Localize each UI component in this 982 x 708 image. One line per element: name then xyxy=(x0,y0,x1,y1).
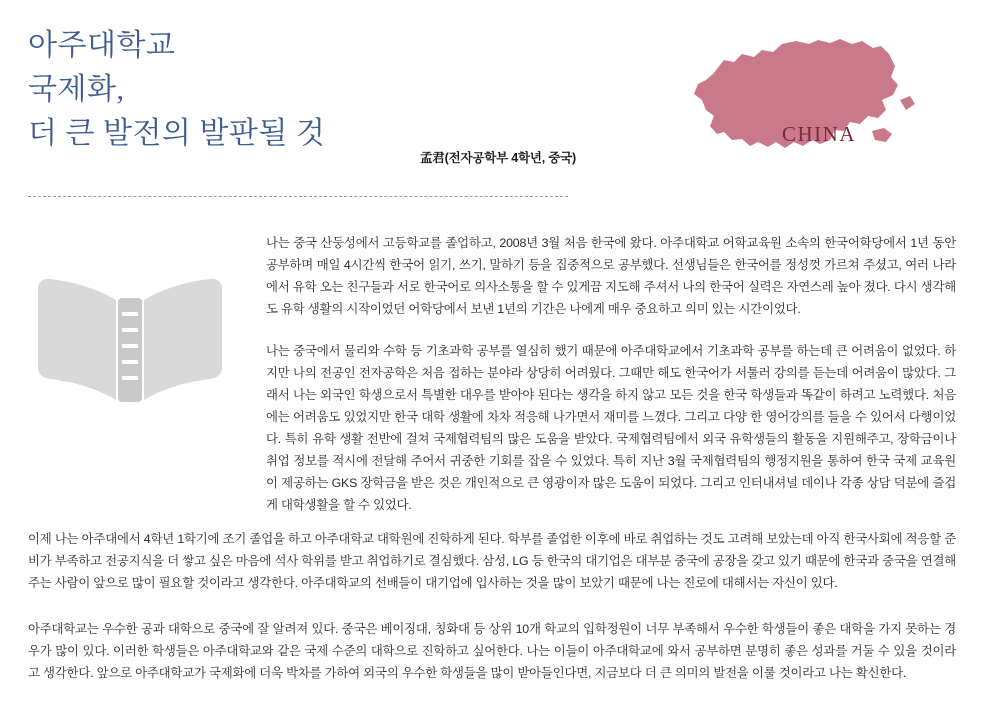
paragraph-3: 이제 나는 아주대에서 4학년 1학기에 조기 졸업을 하고 아주대학교 대학원에 진학하게 된다. 학부를 졸업한 이후에 바로 취업하는 것도 고려해 보았는데 아직 한국사회에 적응할 준비가 부족하고 전공지식을 더 쌓고 싶은 마음에 석사 학위를 받고 취업하기로 결심했다. 삼성, LG 등 한국의 대기업은 대부분 중국에 공장을 갖고 있기 때문에 한국과 중국을 연결해주는 사람이 앞으로 많이 필요할 것이라고 생각한다. 아주대학교의 선배들이 대기업에 입사하는 것을 많이 보았기 때문에 나는 진로에 대해서는 자신이 있다. xyxy=(28,532,956,590)
article-body-column xyxy=(266,232,956,536)
title-line-3: 더 큰 발전의 발판될 것 xyxy=(28,117,326,150)
article-body-full-2 xyxy=(28,618,956,704)
paragraph-2: 나는 중국에서 물리와 수학 등 기초과학 공부를 열심히 했기 때문에 아주대학교에서 기초과학 공부를 하는데 큰 어려움이 없었다. 하지만 나의 전공인 전자공학은 처음 접하는 분야라 상당히 어려웠다. 그때만 해도 한국어가 서툴러 강의를 듣는데 어려움이 많았다. 그래서 나는 외국인 학생으로서 특별한 대우를 받아야 된다는 생각을 하지 않고 모든 것을 한국 학생들과 똑같이 하려고 노력했다. 처음에는 어려움도 있었지만 한국 대학 생활에 차차 적응해 나가면서 재미를 느꼈다. 그리고 다양 한 영어강의를 들을 수 있어서 다행이었다. 특히 유학 생활 전반에 걸쳐 국제협력팀의 많은 도움을 받았다. 국제협력팀에서 외국 유학생들의 활동을 지원해주고, 장학금이나 취업 정보를 적시에 전달해 주어서 귀중한 기회를 잡을 수 있었다. 특히 지난 3월 국제협력팀의 행정지원을 통하여 한국 국제 교육원이 제공하는 GKS 장학금을 받은 것은 개인적으로 큰 영광이자 많은 도움이 되었다. 그리고 인터내셔널 데이나 각종 상담 덕분에 즐겁게 대학생활을 할 수 있었다. xyxy=(266,344,956,512)
author-byline: 孟君(전자공학부 4학년, 중국) xyxy=(420,151,576,165)
article-body-full-1 xyxy=(28,528,956,614)
title-line-2: 국제화, xyxy=(28,73,125,106)
article-header xyxy=(0,0,982,200)
open-book-illustration xyxy=(30,268,230,413)
open-book-icon xyxy=(30,268,230,413)
page-title xyxy=(28,24,448,156)
china-map-illustration xyxy=(672,30,922,170)
header-divider xyxy=(28,196,568,197)
title-line-1: 아주대학교 xyxy=(28,29,176,62)
map-label: CHINA xyxy=(782,122,856,146)
paragraph-1: 나는 중국 산둥성에서 고등학교를 졸업하고, 2008년 3월 처음 한국에 왔다. 아주대학교 어학교육원 소속의 한국어학당에서 1년 동안 공부하며 매일 4시간씩 한국어 읽기, 쓰기, 말하기 등을 집중적으로 공부했다. 선생님들은 한국어를 정성껏 가르쳐 주셨고, 여러 나라에서 유학 오는 친구들과 서로 한국어로 의사소통을 할 수 있게끔 지도해 주셔서 나의 한국어 실력은 자연스레 높아 졌다. 다시 생각해도 유학 생활의 시작이었던 어학당에서 보낸 1년의 기간은 나에게 매우 중요하고 의미 있는 시간이었다. xyxy=(266,236,956,316)
paragraph-4: 아주대학교는 우수한 공과 대학으로 중국에 잘 알려져 있다. 중국은 베이징대, 칭화대 등 상위 10개 학교의 입학정원이 너무 부족해서 우수한 학생들이 좋은 대학을 가지 못하는 경우가 많이 있다. 이러한 학생들은 아주대학교와 같은 국제 수준의 대학으로 진학하고 싶어한다. 나는 이들이 아주대학교에 와서 공부하면 분명히 좋은 성과를 거둘 수 있을 것이라고 생각한다. 앞으로 아주대학교가 국제화에 더욱 박차를 가하여 외국의 우수한 학생들을 많이 받아들인다면, 지금보다 더 큰 의미의 발전을 이룰 것이라고 나는 확신한다. xyxy=(28,622,956,680)
china-map-icon xyxy=(672,30,922,170)
